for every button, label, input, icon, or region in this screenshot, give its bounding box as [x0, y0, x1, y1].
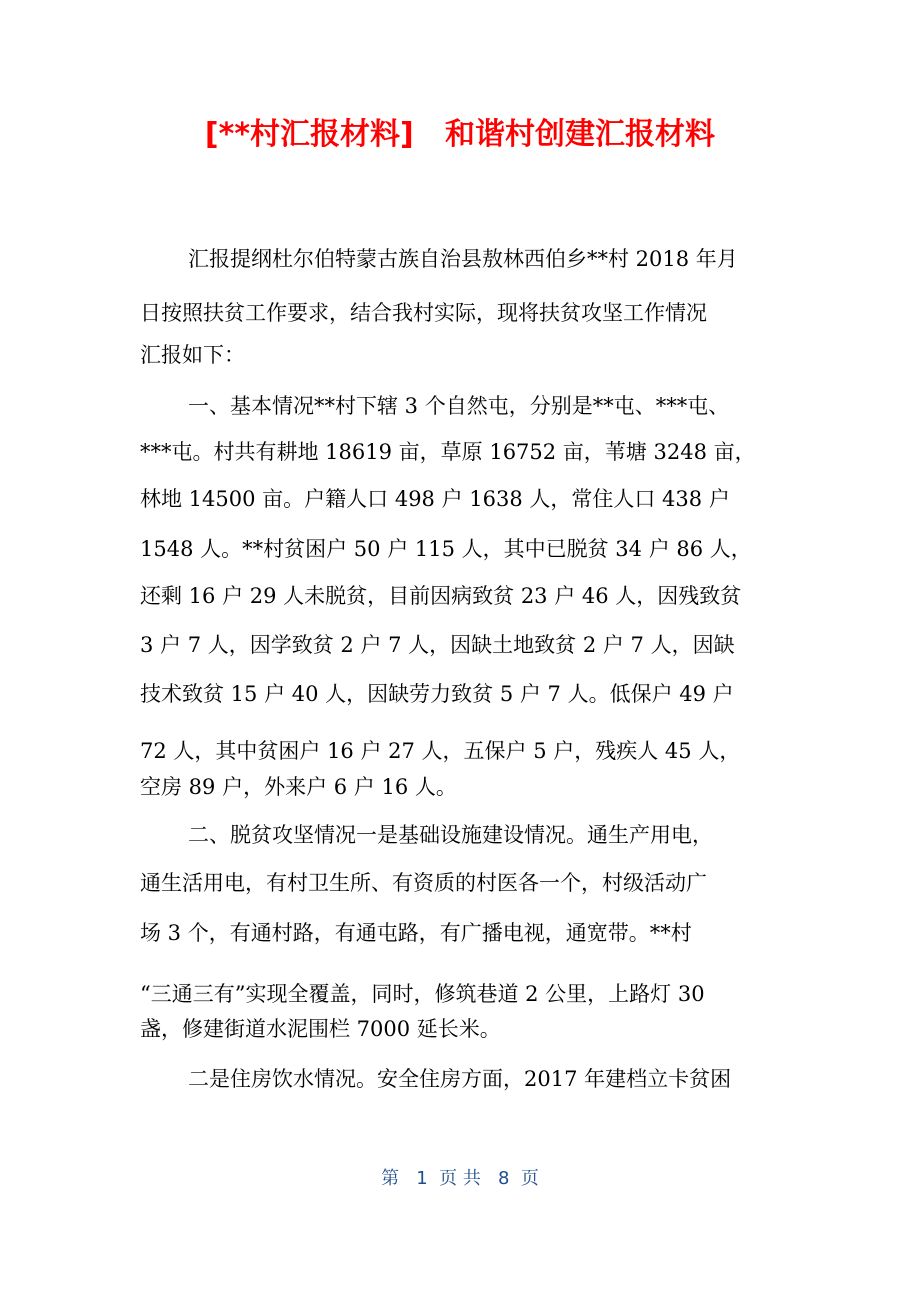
text-line-8: 还剩 16 户 29 人未脱贫，目前因病致贫 23 户 46 人，因残致贫	[140, 584, 742, 608]
text-line-16: “三通三有”实现全覆盖，同时，修筑巷道 2 公里，上路灯 30	[140, 982, 705, 1006]
text-line-11: 72 人，其中贫困户 16 户 27 人，五保户 5 户，残疾人 45 人，	[140, 739, 741, 763]
text-line-13: 二、脱贫攻坚情况一是基础设施建设情况。通生产用电，	[188, 823, 713, 847]
document-title: [**村汇报材料] 和谐村创建汇报材料	[204, 117, 716, 152]
text-line-1: 汇报提纲杜尔伯特蒙古族自治县敖林西伯乡**村 2018 年月	[188, 247, 738, 271]
text-line-10: 技术致贫 15 户 40 人，因缺劳力致贫 5 户 7 人。低保户 49 户	[140, 682, 734, 706]
text-line-5: ***屯。村共有耕地 18619 亩，草原 16752 亩，苇塘 3248 亩，	[140, 440, 756, 464]
text-line-14: 通生活用电，有村卫生所、有资质的村医各一个，村级活动广	[140, 871, 707, 895]
text-line-12: 空房 89 户，外来户 6 户 16 人。	[140, 775, 457, 799]
text-line-17: 盏，修建街道水泥围栏 7000 延长米。	[140, 1017, 501, 1041]
text-line-6: 林地 14500 亩。户籍人口 498 户 1638 人，常住人口 438 户	[140, 487, 730, 511]
text-line-2: 日按照扶贫工作要求，结合我村实际，现将扶贫攻坚工作情况	[140, 301, 707, 325]
text-line-3: 汇报如下：	[140, 343, 245, 367]
page-footer: 第 1 页 共 8 页	[381, 1168, 539, 1189]
text-line-18: 二是住房饮水情况。安全住房方面，2017 年建档立卡贫困	[188, 1067, 732, 1091]
text-line-4: 一、基本情况**村下辖 3 个自然屯，分别是**屯、***屯、	[188, 394, 730, 418]
text-line-15: 场 3 个，有通村路，有通屯路，有广播电视，通宽带。**村	[140, 921, 692, 945]
text-line-9: 3 户 7 人，因学致贫 2 户 7 人，因缺土地致贫 2 户 7 人，因缺	[140, 633, 735, 657]
text-line-7: 1548 人。**村贫困户 50 户 115 人，其中已脱贫 34 户 86 人，	[140, 537, 752, 561]
